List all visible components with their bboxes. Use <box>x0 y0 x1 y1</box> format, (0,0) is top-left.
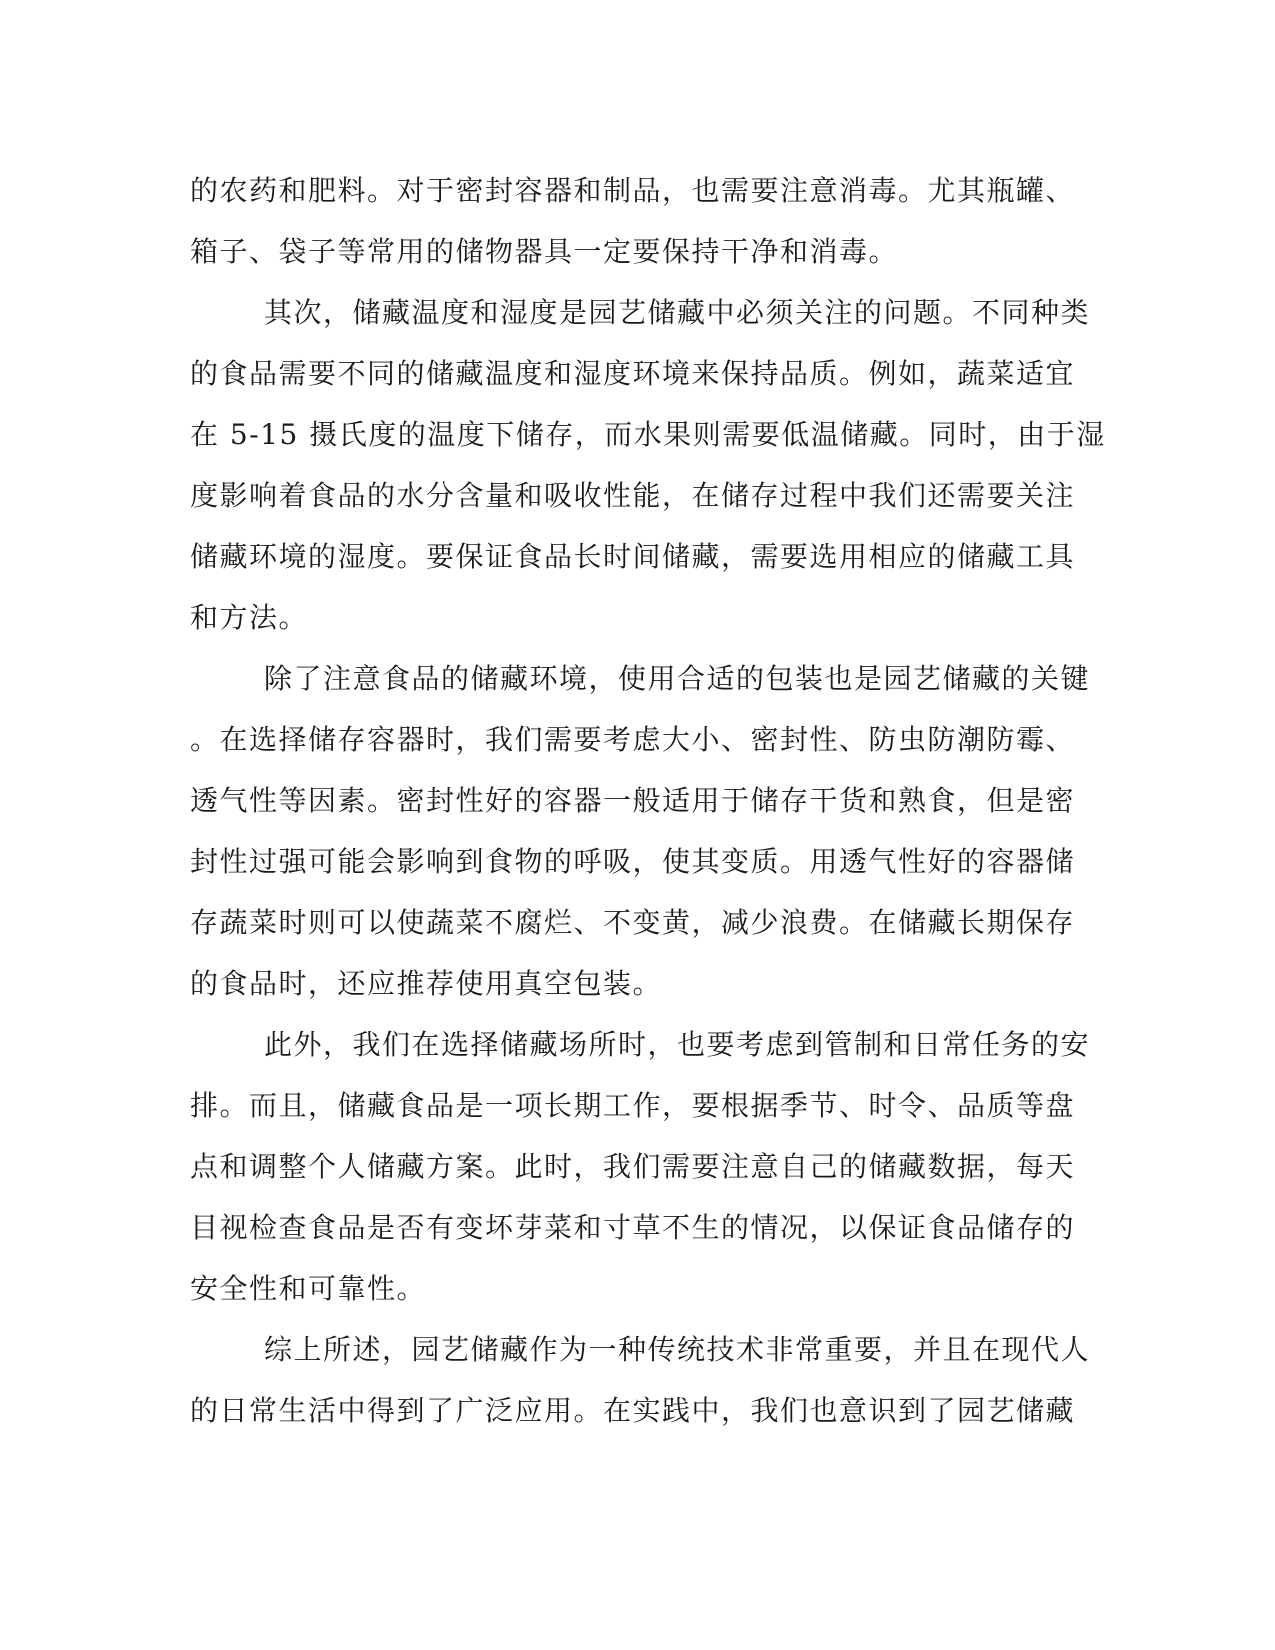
text-line: 封性过强可能会影响到食物的呼吸，使其变质。用透气性好的容器储 <box>190 845 1076 878</box>
text-line: 点和调整个人储藏方案。此时，我们需要注意自己的储藏数据，每天 <box>190 1150 1076 1183</box>
text-line: 存蔬菜时则可以使蔬菜不腐烂、不变黄，减少浪费。在储藏长期保存 <box>190 906 1076 939</box>
text-line: 的食品需要不同的储藏温度和湿度环境来保持品质。例如，蔬菜适宜 <box>190 357 1076 390</box>
paragraph-start-line: 此外，我们在选择储藏场所时，也要考虑到管制和日常任务的安 <box>264 1028 1091 1061</box>
text-line: 和方法。 <box>190 601 309 634</box>
text-line: 安全性和可靠性。 <box>190 1272 427 1305</box>
paragraph-start-line: 除了注意食品的储藏环境，使用合适的包装也是园艺储藏的关键 <box>264 662 1091 695</box>
text-line: 。在选择储存容器时，我们需要考虑大小、密封性、防虫防潮防霉、 <box>190 723 1076 756</box>
body-text <box>190 160 1106 1441</box>
text-line: 透气性等因素。密封性好的容器一般适用于储存干货和熟食，但是密 <box>190 784 1076 817</box>
text-line: 的日常生活中得到了广泛应用。在实践中，我们也意识到了园艺储藏 <box>190 1394 1076 1427</box>
text-line: 在 5-15 摄氏度的温度下储存，而水果则需要低温储藏。同时，由于湿 <box>190 418 1106 451</box>
text-line: 的农药和肥料。对于密封容器和制品，也需要注意消毒。尤其瓶罐、 <box>190 174 1076 207</box>
text-line: 目视检查食品是否有变坏芽菜和寸草不生的情况，以保证食品储存的 <box>190 1211 1076 1244</box>
text-line: 储藏环境的湿度。要保证食品长时间储藏，需要选用相应的储藏工具 <box>190 540 1076 573</box>
paragraph-start-line: 其次，储藏温度和湿度是园艺储藏中必须关注的问题。不同种类 <box>264 296 1091 329</box>
text-line: 度影响着食品的水分含量和吸收性能，在储存过程中我们还需要关注 <box>190 479 1076 512</box>
paragraph-start-line: 综上所述，园艺储藏作为一种传统技术非常重要，并且在现代人 <box>264 1333 1091 1366</box>
text-line: 排。而且，储藏食品是一项长期工作，要根据季节、时令、品质等盘 <box>190 1089 1076 1122</box>
text-line: 的食品时，还应推荐使用真空包装。 <box>190 967 663 1000</box>
text-line: 箱子、袋子等常用的储物器具一定要保持干净和消毒。 <box>190 235 899 268</box>
